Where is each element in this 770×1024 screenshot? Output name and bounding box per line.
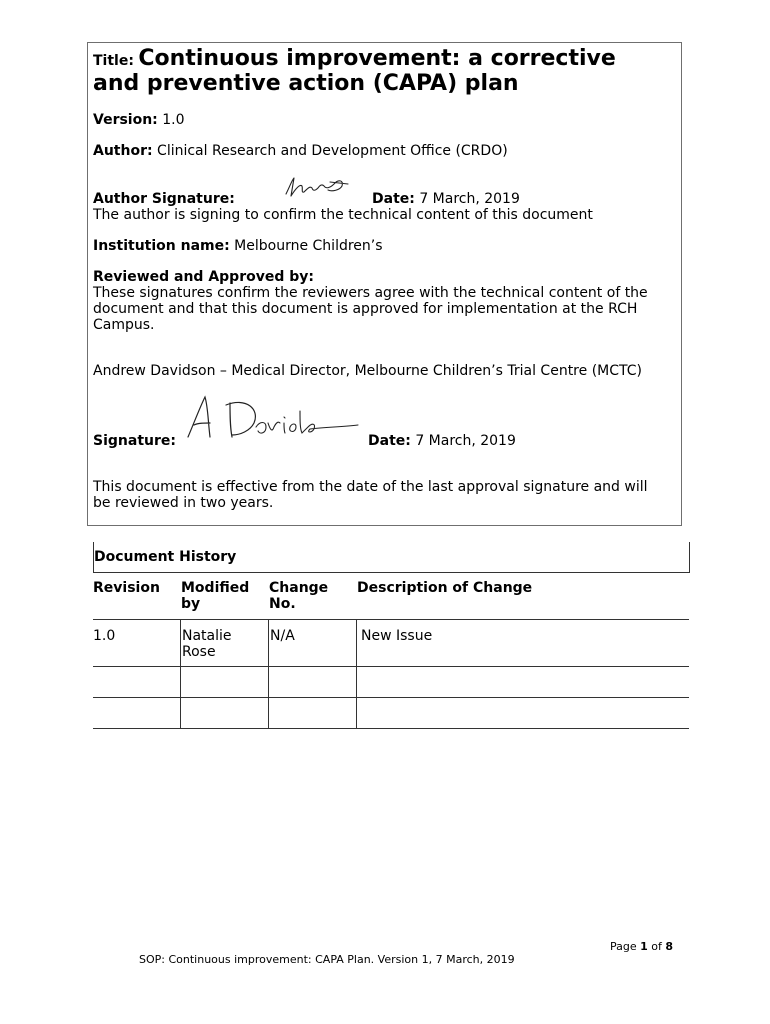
table-divider [93,619,689,620]
reviewer-date-row [368,433,516,449]
version-row [93,112,185,128]
author-row [93,143,508,159]
author-date-value: 7 March, 2019 [419,191,520,207]
review-text-2: document and that this document is approved for implementation at the RCH [93,301,638,317]
version-label: Version: [93,112,158,128]
page-of-label: of [651,940,662,953]
row1-modified [182,628,232,660]
review-label: Reviewed and Approved by: [93,269,314,285]
title-text-1: Continuous improvement: a corrective [138,46,616,71]
header-revision: Revision [93,580,160,596]
reviewer-date-value: 7 March, 2019 [415,433,516,449]
table-divider [93,666,689,667]
table-column-divider [268,620,269,728]
page-label: Page [610,940,637,953]
reviewer-signature-image [186,393,362,443]
author-value: Clinical Research and Development Office (CRDO) [157,143,508,159]
row1-description: New Issue [361,628,433,644]
header-change [269,580,328,612]
table-column-divider [180,620,181,728]
version-value: 1.0 [162,112,185,128]
header-change-1: Change [269,580,329,596]
table-divider [93,697,689,698]
title-label: Title: [93,53,134,69]
author-date-label: Date: [372,191,415,207]
row1-modified-1: Natalie [182,628,232,644]
reviewer-signature-label: Signature: [93,433,176,449]
institution-row [93,238,383,254]
author-signature-note: The author is signing to confirm the technical content of this document [93,207,593,223]
header-modified-1: Modified [181,580,250,596]
header-change-2: No. [269,596,296,612]
header-modified [181,580,249,612]
reviewer-date-label: Date: [368,433,411,449]
author-signature-label: Author Signature: [93,191,235,207]
review-text-1: These signatures confirm the reviewers agree with the technical content of the [93,285,648,301]
effective-text-1: This document is effective from the date of the last approval signature and will [93,479,648,495]
page-total: 8 [665,940,674,953]
review-text-3: Campus. [93,317,155,333]
author-date-row [372,191,520,207]
title-line-1 [93,48,616,72]
table-divider [93,728,689,729]
header-modified-2: by [181,596,201,612]
institution-value: Melbourne Children’s [234,238,383,254]
row1-revision: 1.0 [93,628,116,644]
footer-doc-ref: SOP: Continuous improvement: CAPA Plan. Version 1, 7 March, 2019 [139,953,515,966]
row1-change: N/A [270,628,295,644]
effective-text-2: be reviewed in two years. [93,495,274,511]
header-description: Description of Change [357,580,533,596]
title-text-2: and preventive action (CAPA) plan [93,71,519,96]
table-column-divider [356,620,357,728]
author-signature-image [282,174,352,202]
institution-label: Institution name: [93,238,230,254]
reviewer-name: Andrew Davidson – Medical Director, Melbourne Children’s Trial Centre (MCTC) [93,363,642,379]
history-heading: Document History [94,549,237,565]
author-label: Author: [93,143,153,159]
page-number [610,940,673,953]
row1-modified-2: Rose [182,644,216,660]
page-current: 1 [640,940,648,953]
